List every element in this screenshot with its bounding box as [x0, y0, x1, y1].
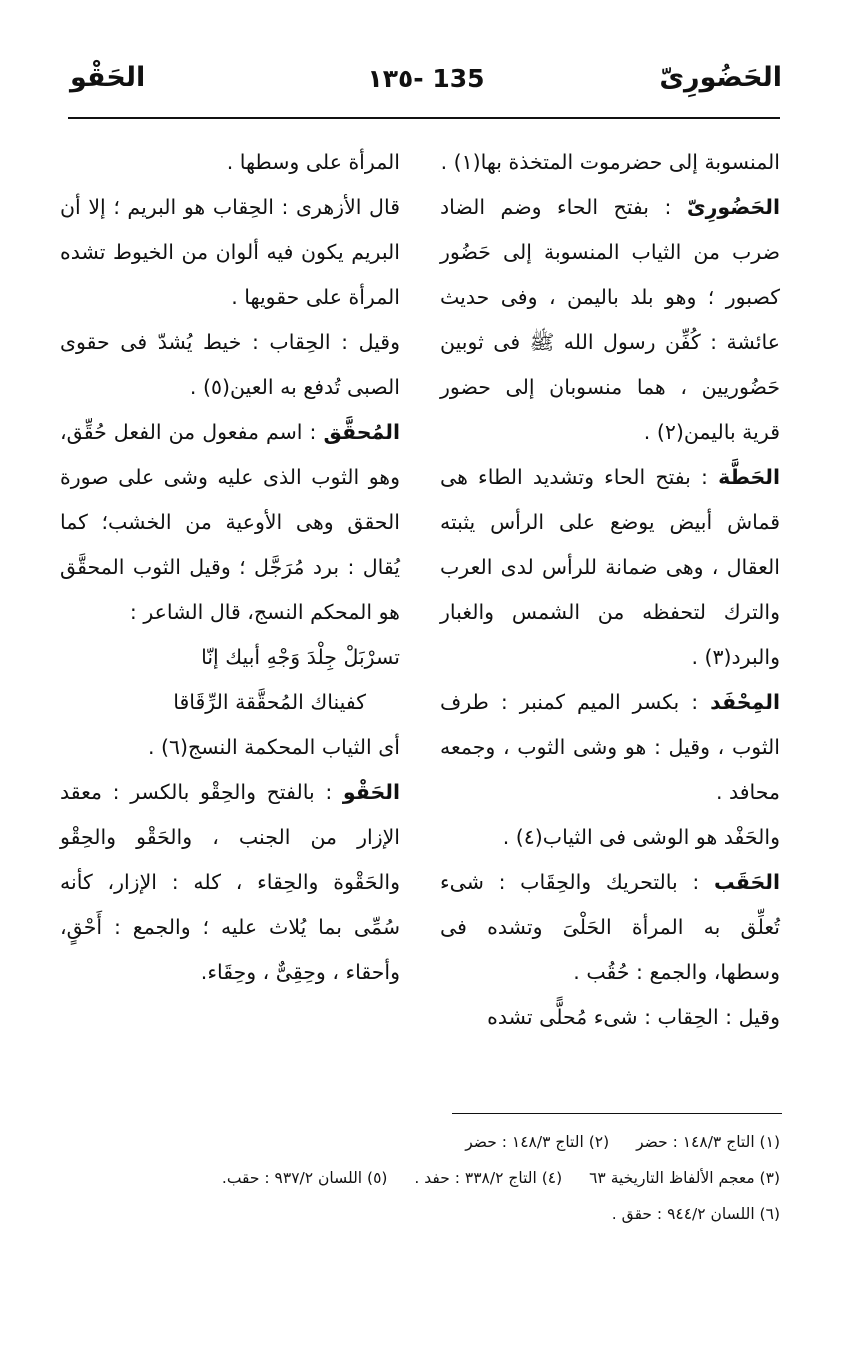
entry-paragraph [60, 185, 400, 320]
footnote: (٥) اللسان ٩٣٧/٢ : حقب. [221, 1169, 388, 1187]
verse-line-2: كفيناك المُحقَّقة الرِّقَاقا [173, 690, 366, 714]
entry-text: أى الثياب المحكمة النسج(٦) . [147, 735, 400, 759]
entry-paragraph [440, 815, 780, 860]
footnote-divider [452, 1113, 782, 1114]
entry-paragraph [60, 320, 400, 410]
page-number: ١٣٥- 135 [367, 64, 485, 93]
footnote-line [60, 1196, 780, 1232]
footnote: (٢) التاج ١٤٨/٣ : حضر [465, 1133, 610, 1151]
entry-paragraph [60, 140, 400, 185]
entry-paragraph [60, 725, 400, 770]
entry-headword: الحَطَّة [718, 465, 780, 489]
entry-paragraph [440, 860, 780, 995]
entry-text: والحَفْد هو الوشى فى الثياب(٤) . [502, 825, 780, 849]
header-last-entry: الحَقْو [70, 62, 146, 93]
right-column [440, 140, 780, 1040]
running-head [70, 62, 782, 110]
entry-paragraph [440, 140, 780, 185]
entry-text: : بفتح الحاء وتشديد الطاء هى قماش أبيض يوضع على الرأس يثبته العقال ، وهى ضمانة للرأس لدى العرب والترك لتحفظه من الشمس والغبار والبرد(٣) . [440, 465, 780, 669]
entry-text: : بكسر الميم كمنبر : طرف الثوب ، وقيل : هو وشى الثوب ، وجمعه محافد . [440, 690, 780, 804]
entry-text: : بفتح الحاء وضم الضاد ضرب من الثياب المنسوبة إلى حَضُور كصبور ؛ وهو بلد باليمن ، وفى حديث عائشة : كُفِّن رسول الله ﷺ فى ثوبين حَضُوريين ، هما منسوبان إلى حضور قرية باليمن(٢) . [440, 195, 780, 444]
left-column [60, 140, 400, 995]
entry-text: : بالتحريك والحِقَاب : شىء تُعلِّق به المرأة الحَلْىَ وتشده فى وسطها، والجمع : حُقُب . [440, 870, 780, 984]
entry-headword: المُحقَّق [323, 420, 400, 444]
footnote: (٣) معجم الألفاظ التاريخية ٦٣ [589, 1169, 780, 1187]
entry-headword: المِحْفَد [710, 690, 780, 714]
entry-paragraph [60, 410, 400, 635]
entry-text: قال الأزهرى : الحِقاب هو البريم ؛ إلا أن البريم يكون فيه ألوان من الخيوط تشده المرأة على حقويها . [60, 195, 400, 309]
entry-text: المرأة على وسطها . [226, 150, 400, 174]
footnote: (٤) التاج ٣٣٨/٢ : حفد . [414, 1169, 563, 1187]
entry-text: : اسم مفعول من الفعل حُقِّق، وهو الثوب الذى عليه وشى على صورة الحقق وهى الأوعية من الخشب؛ كما يُقال : برد مُرَجَّل ؛ وقيل الثوب المحقَّق هو المحكم النسج، قال الشاعر : [60, 420, 400, 624]
header-divider [68, 117, 780, 119]
entry-text: وقيل : الحِقاب : شىء مُحلًّى تشده [487, 1005, 780, 1029]
entry-paragraph [440, 680, 780, 815]
entry-paragraph [60, 770, 400, 995]
footnote: (٦) اللسان ٩٤٤/٢ : حقق . [611, 1205, 780, 1223]
verse-line-1: تسرْبَلْ جِلْدَ وَجْهِ أبيك إنّا [201, 645, 400, 669]
entry-text: وقيل : الحِقاب : خيط يُشدّ فى حقوى الصبى تُدفع به العين(٥) . [60, 330, 400, 399]
entry-headword: الحَضُورِىّ [686, 195, 780, 219]
footnote: (١) التاج ١٤٨/٣ : حضر [636, 1133, 780, 1151]
footnote-line [60, 1124, 780, 1160]
entry-paragraph [440, 455, 780, 680]
entry-headword: الحَقَب [714, 870, 780, 894]
footnotes [60, 1124, 780, 1232]
footnote-line [60, 1160, 780, 1196]
entry-headword: الحَقْو [342, 780, 400, 804]
entry-paragraph [440, 995, 780, 1040]
entry-paragraph [440, 185, 780, 455]
entry-text: : بالفتح والحِقْو بالكسر : معقد الإزار من الجنب ، والحَقْو والحِقْو والحَقْوة والحِقاء ، كله : الإزار، كأنه سُمِّى بما يُلاث عليه ؛ والجمع : أَحْقٍ، وأحقاء ، وحِقِىٌّ ، وحِقَاء. [60, 780, 400, 984]
entry-text: المنسوبة إلى حضرموت المتخذة بها(١) . [440, 150, 780, 174]
header-first-entry: الحَضُورِىّ [659, 62, 782, 93]
